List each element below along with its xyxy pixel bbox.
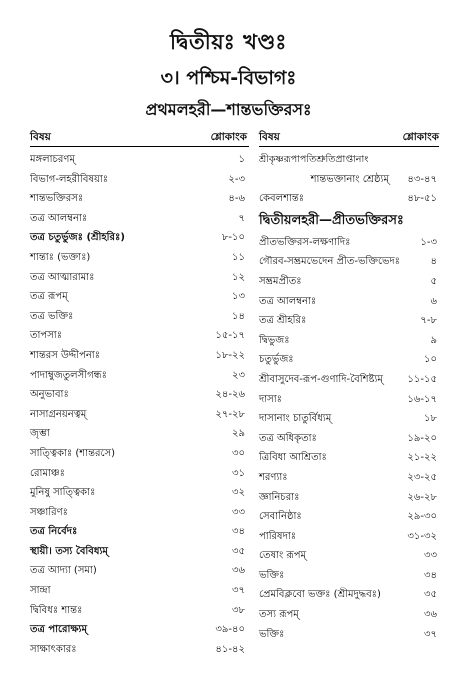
verse-number: ৩৫ — [424, 589, 437, 601]
index-row — [259, 154, 439, 174]
index-topic: তত্র আদ্যা (সমা) — [30, 565, 97, 577]
verse-number: ৪৩-৪৭ — [407, 173, 437, 185]
index-row — [30, 448, 249, 468]
index-topic: ভক্তিঃ — [259, 628, 285, 640]
index-row — [259, 354, 439, 374]
index-topic: মঙ্গলাচরণম্ — [30, 154, 76, 165]
index-topic: তত্র ভক্তিঃ — [30, 310, 74, 322]
right-index-rows — [259, 154, 439, 648]
index-row — [259, 296, 439, 316]
verse-number: ৩৪ — [232, 526, 245, 538]
header-rule — [259, 146, 439, 147]
index-topic: সম্ভ্রমপ্রীতঃ — [259, 275, 302, 287]
verse-number: ২৬-২৮ — [407, 491, 437, 503]
verse-number: ৮-১০ — [221, 232, 245, 244]
index-row — [259, 394, 439, 414]
left-column-header — [30, 130, 249, 144]
index-row — [259, 335, 439, 355]
right-index-column — [259, 130, 439, 640]
index-topic: তেষাং রূপম্ — [259, 550, 307, 562]
index-row — [30, 252, 249, 272]
index-topic: বিভাগ-লহরীবিষয়াঃ — [30, 173, 109, 185]
index-row — [30, 330, 249, 350]
index-row — [30, 370, 249, 390]
index-row — [259, 492, 439, 512]
right-column-header — [259, 130, 439, 144]
verse-number: ২১-২২ — [407, 452, 437, 464]
index-topic: অনুভাবাঃ — [30, 389, 69, 401]
index-topic: কেবলশান্তঃ — [259, 193, 305, 205]
index-topic: গৌরব-সম্ভ্রমভেদেন প্রীত-ভক্তিভেদঃ — [259, 256, 401, 268]
index-row — [30, 311, 249, 331]
verse-number: ২৪-২৬ — [215, 389, 245, 401]
index-row — [259, 193, 439, 213]
index-row — [30, 487, 249, 507]
index-row — [259, 629, 439, 649]
verse-number: ৫ — [430, 275, 437, 287]
verse-number: ৩৩ — [231, 506, 245, 518]
index-row — [259, 256, 439, 276]
verse-number: ১৮ — [424, 413, 437, 425]
verse-number: ৩১ — [232, 467, 245, 479]
index-topic: তত্র আলম্বনাঃ — [259, 295, 317, 307]
verse-number: ৪-৬ — [228, 193, 245, 205]
index-row — [30, 428, 249, 448]
left-index-column — [30, 130, 249, 655]
index-topic: ত্রিবিধা আশ্রিতাঃ — [259, 452, 327, 464]
index-row — [30, 350, 249, 370]
index-topic: শান্তভক্তিরসঃ — [30, 193, 84, 205]
index-topic: পাদাম্বুজতুলসীগন্ধঃ — [30, 369, 107, 381]
index-row — [30, 232, 249, 252]
index-topic: তত্র শ্রীহরিঃ — [259, 315, 307, 327]
index-row — [30, 644, 249, 664]
verse-number: ২৯ — [232, 428, 245, 440]
index-row — [259, 511, 439, 531]
index-topic: তত্র নির্বেদঃ — [30, 526, 78, 538]
verse-number: ২-৩ — [228, 173, 245, 185]
verse-number: ১০ — [424, 354, 437, 366]
verse-number: ১৬-১৭ — [407, 393, 437, 405]
index-row — [259, 374, 439, 394]
verse-number: ২৩-২৫ — [407, 471, 437, 483]
section-heading-row — [259, 213, 439, 237]
verse-number: ৩৫ — [232, 545, 245, 557]
index-topic: শান্তাঃ (ভক্তাঃ) — [30, 251, 91, 263]
index-topic: চতুর্ভুজঃ — [259, 354, 294, 366]
index-row — [30, 565, 249, 585]
index-topic: শান্তভক্তানাং শ্রেষ্ঠ্যম্ — [310, 173, 389, 185]
index-row — [30, 526, 249, 546]
verse-number: ১৪ — [232, 310, 245, 322]
index-topic: তস্য রূপম্ — [259, 609, 299, 621]
verse-number: ৩৬ — [231, 565, 245, 577]
header-rule — [30, 146, 249, 147]
index-row — [30, 507, 249, 527]
index-row — [259, 413, 439, 433]
index-row — [30, 193, 249, 213]
index-row — [30, 624, 249, 644]
index-topic: তত্র অধিকৃতাঃ — [259, 432, 317, 444]
index-topic: তত্র আত্মারামাঃ — [30, 271, 95, 283]
index-topic: দাসাঃ — [259, 393, 282, 405]
index-row — [259, 531, 439, 551]
index-topic: তত্র চতুর্ভুজঃ (শ্রীহরিঃ) — [30, 232, 125, 244]
index-topic: নাসাগ্রনয়নত্বম্ — [30, 408, 87, 420]
verse-number: ৩৭ — [423, 628, 437, 640]
verse-number: ১৯-২০ — [407, 432, 437, 444]
verse-number: ৩০ — [231, 447, 245, 459]
index-row — [259, 237, 439, 257]
verse-number: ৩৬ — [423, 609, 437, 621]
wave-title: প্রথমলহরী—শান্তভক্তিরসঃ — [145, 100, 312, 119]
index-row — [259, 433, 439, 453]
index-topic: স্থায়ী। তস্য বৈবিধ্যম্ — [30, 545, 108, 557]
verse-number: ৭ — [238, 212, 245, 224]
verse-number: ১৩ — [232, 291, 245, 303]
index-topic: সাত্ত্বিকাঃ (শান্তরসে) — [30, 447, 116, 459]
index-row — [259, 589, 439, 609]
verse-number: ১১ — [232, 251, 245, 263]
section-heading: দ্বিতীয়লহরী—প্রীতভক্তিরসঃ — [259, 212, 404, 228]
index-row — [259, 550, 439, 570]
verse-number: ১১-১৫ — [407, 373, 437, 385]
index-topic: প্রীতভক্তিরস-লক্ষণাদিঃ — [259, 236, 351, 248]
volume-title: দ্বিতীয়ঃ খণ্ডঃ — [170, 30, 287, 54]
index-topic: সেবানিষ্ঠাঃ — [259, 511, 302, 523]
index-row — [30, 468, 249, 488]
index-topic: প্রেমবিক্লবো ভক্তঃ (শ্রীমদুদ্ধবঃ) — [259, 589, 381, 601]
index-topic: তাপসাঃ — [30, 330, 63, 342]
verse-number: ৬ — [430, 295, 437, 307]
index-topic: শ্রীকৃষ্ণরূপাপতিশ্রুতিপ্রাপ্তানাং — [259, 154, 369, 165]
index-row — [259, 174, 439, 194]
index-topic: শরণ্যাঃ — [259, 471, 288, 483]
verse-number: ১৫-১৭ — [215, 330, 245, 342]
verse-number: ৩১-৩২ — [407, 530, 437, 542]
index-topic: দ্বিবিধঃ শান্তঃ — [30, 604, 83, 616]
index-topic: মুনিষু সাত্ত্বিকাঃ — [30, 487, 96, 499]
index-topic: শান্তরস উদ্দীপনাঃ — [30, 349, 101, 361]
left-index-rows — [30, 154, 249, 663]
verse-number: ১-৩ — [420, 236, 437, 248]
index-topic: তত্র আলম্বনাঃ — [30, 212, 88, 224]
verse-number: ১ — [238, 154, 245, 165]
index-row — [259, 276, 439, 296]
verse-number-header: শ্লোকাংক — [402, 131, 439, 143]
index-row — [259, 609, 439, 629]
verse-number: ৩৯-৪০ — [215, 624, 245, 636]
index-topic: তত্র রূপম্ — [30, 291, 68, 303]
verse-number: ৩৭ — [231, 585, 245, 597]
verse-number: ২৯-৩০ — [407, 511, 437, 523]
index-topic: দ্বিভুজঃ — [259, 334, 290, 346]
index-row — [259, 570, 439, 590]
verse-number: ৩২ — [231, 487, 245, 499]
index-row — [30, 154, 249, 174]
verse-number: ৯ — [430, 334, 437, 346]
index-row — [259, 315, 439, 335]
index-row — [259, 472, 439, 492]
section-title: ৩। পশ্চিম-বিভাগঃ — [160, 67, 297, 89]
index-topic: জ্ঞানিচরাঃ — [259, 491, 300, 503]
index-row — [30, 174, 249, 194]
index-topic: সাক্ষাৎকারঃ — [30, 643, 77, 655]
index-row — [30, 409, 249, 429]
verse-number: ৩৩ — [423, 550, 437, 562]
topic-header: বিষয় — [259, 131, 280, 143]
index-topic: সান্দ্রা — [30, 585, 51, 597]
index-row — [30, 389, 249, 409]
verse-number: ৩৮ — [232, 604, 245, 616]
verse-number: ১২ — [232, 271, 245, 283]
index-topic: দাসানাং চাতুর্বিধ্যম্ — [259, 413, 332, 425]
verse-number: ২৩ — [231, 369, 245, 381]
index-topic: ভক্তিঃ — [259, 569, 285, 581]
verse-number-header: শ্লোকাংক — [210, 131, 247, 143]
topic-header: বিষয় — [30, 131, 51, 143]
verse-number: ৪১-৪২ — [215, 643, 245, 655]
index-topic: তত্র পারোক্ষ্যম্ — [30, 624, 87, 636]
verse-number: ২৭-২৮ — [215, 408, 245, 420]
index-topic: জৃম্ভা — [30, 428, 50, 440]
index-row — [30, 546, 249, 566]
index-topic: রোমাঞ্চঃ — [30, 467, 65, 479]
index-topic: পারিষদাঃ — [259, 530, 297, 542]
index-row — [30, 291, 249, 311]
index-row — [30, 605, 249, 625]
index-topic: শ্রীবাসুদেব-রূপ-গুণাদি-বৈশিষ্ট্যম্ — [259, 373, 383, 385]
verse-number: ৭-৮ — [420, 315, 437, 327]
verse-number: ১৮-২২ — [215, 349, 245, 361]
verse-number: ৩৪ — [424, 569, 437, 581]
index-topic: সঞ্চারিণঃ — [30, 506, 68, 518]
index-row — [259, 452, 439, 472]
verse-number: ৪ — [430, 256, 437, 268]
index-row — [30, 213, 249, 233]
index-row — [30, 585, 249, 605]
verse-number: ৪৮-৫১ — [407, 193, 437, 205]
index-row — [30, 272, 249, 292]
